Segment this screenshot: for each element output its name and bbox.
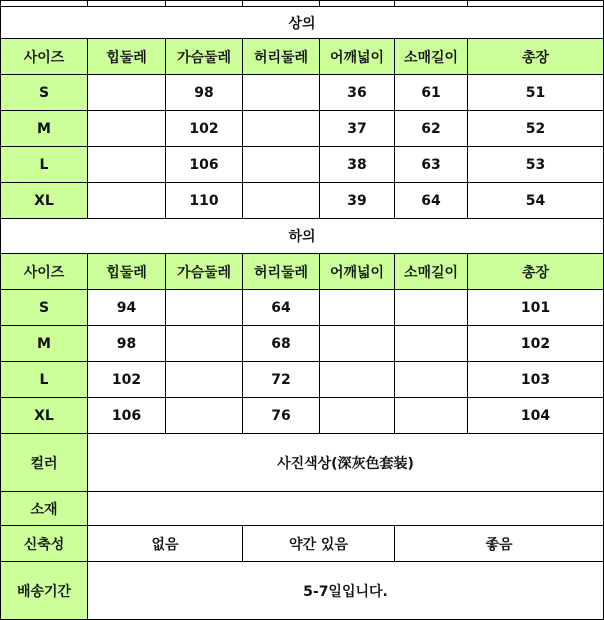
color-value: 사진색상(深灰色套装) [88, 434, 604, 492]
value-cell [88, 183, 166, 219]
table-row [1, 75, 604, 111]
value-cell: 110 [166, 183, 243, 219]
value-cell: 104 [468, 398, 604, 434]
value-cell [243, 111, 320, 147]
table-row [1, 111, 604, 147]
table-row [1, 290, 604, 326]
header-sleeve: 소매길이 [395, 39, 468, 75]
bottom-section-title: 하의 [1, 219, 604, 254]
stretch-label: 신축성 [1, 526, 88, 562]
value-cell [395, 326, 468, 362]
value-cell: 54 [468, 183, 604, 219]
header-shoulder: 어깨넓이 [320, 39, 395, 75]
value-cell [166, 326, 243, 362]
color-label: 컬러 [1, 434, 88, 492]
table-row [1, 147, 604, 183]
value-cell [88, 111, 166, 147]
stretch-row [1, 526, 604, 562]
table-row [1, 398, 604, 434]
material-value [88, 492, 604, 526]
value-cell: 64 [395, 183, 468, 219]
stretch-option-slight: 약간 있음 [243, 526, 395, 562]
delivery-row [1, 562, 604, 620]
value-cell: 98 [166, 75, 243, 111]
value-cell: 102 [468, 326, 604, 362]
value-cell [243, 147, 320, 183]
value-cell: 63 [395, 147, 468, 183]
size-cell: M [1, 326, 88, 362]
value-cell: 51 [468, 75, 604, 111]
value-cell: 62 [395, 111, 468, 147]
header-chest: 가슴둘레 [166, 254, 243, 290]
stretch-option-good: 좋음 [395, 526, 604, 562]
top-section-title: 상의 [1, 7, 604, 39]
value-cell: 72 [243, 362, 320, 398]
table-row [1, 362, 604, 398]
value-cell [88, 75, 166, 111]
size-cell: XL [1, 398, 88, 434]
value-cell: 102 [166, 111, 243, 147]
header-size: 사이즈 [1, 39, 88, 75]
value-cell: 98 [88, 326, 166, 362]
value-cell [243, 183, 320, 219]
header-hip: 힙둘레 [88, 39, 166, 75]
value-cell: 61 [395, 75, 468, 111]
value-cell [166, 362, 243, 398]
size-cell: M [1, 111, 88, 147]
value-cell: 102 [88, 362, 166, 398]
value-cell: 64 [243, 290, 320, 326]
header-shoulder: 어깨넓이 [320, 254, 395, 290]
value-cell [395, 362, 468, 398]
value-cell: 106 [166, 147, 243, 183]
value-cell [243, 75, 320, 111]
value-cell [166, 398, 243, 434]
table-row [1, 326, 604, 362]
value-cell [320, 362, 395, 398]
header-chest: 가슴둘레 [166, 39, 243, 75]
value-cell: 36 [320, 75, 395, 111]
value-cell [395, 398, 468, 434]
value-cell: 103 [468, 362, 604, 398]
size-cell: XL [1, 183, 88, 219]
value-cell: 101 [468, 290, 604, 326]
value-cell [320, 326, 395, 362]
value-cell [166, 290, 243, 326]
stretch-option-none: 없음 [88, 526, 243, 562]
value-cell: 94 [88, 290, 166, 326]
bottom-header-row [1, 254, 604, 290]
table-row [1, 183, 604, 219]
size-cell: L [1, 147, 88, 183]
header-length: 총장 [468, 254, 604, 290]
value-cell: 106 [88, 398, 166, 434]
size-cell: S [1, 75, 88, 111]
value-cell [320, 398, 395, 434]
value-cell: 53 [468, 147, 604, 183]
header-hip: 힙둘레 [88, 254, 166, 290]
header-size: 사이즈 [1, 254, 88, 290]
delivery-value: 5-7일입니다. [88, 562, 604, 620]
value-cell: 38 [320, 147, 395, 183]
value-cell [395, 290, 468, 326]
header-waist: 허리둘레 [243, 254, 320, 290]
value-cell: 52 [468, 111, 604, 147]
material-row [1, 492, 604, 526]
value-cell: 39 [320, 183, 395, 219]
header-waist: 허리둘레 [243, 39, 320, 75]
size-cell: S [1, 290, 88, 326]
value-cell: 76 [243, 398, 320, 434]
value-cell: 68 [243, 326, 320, 362]
header-length: 총장 [468, 39, 604, 75]
header-sleeve: 소매길이 [395, 254, 468, 290]
delivery-label: 배송기간 [1, 562, 88, 620]
value-cell [320, 290, 395, 326]
value-cell [88, 147, 166, 183]
color-row [1, 434, 604, 492]
top-header-row [1, 39, 604, 75]
size-cell: L [1, 362, 88, 398]
value-cell: 37 [320, 111, 395, 147]
material-label: 소재 [1, 492, 88, 526]
